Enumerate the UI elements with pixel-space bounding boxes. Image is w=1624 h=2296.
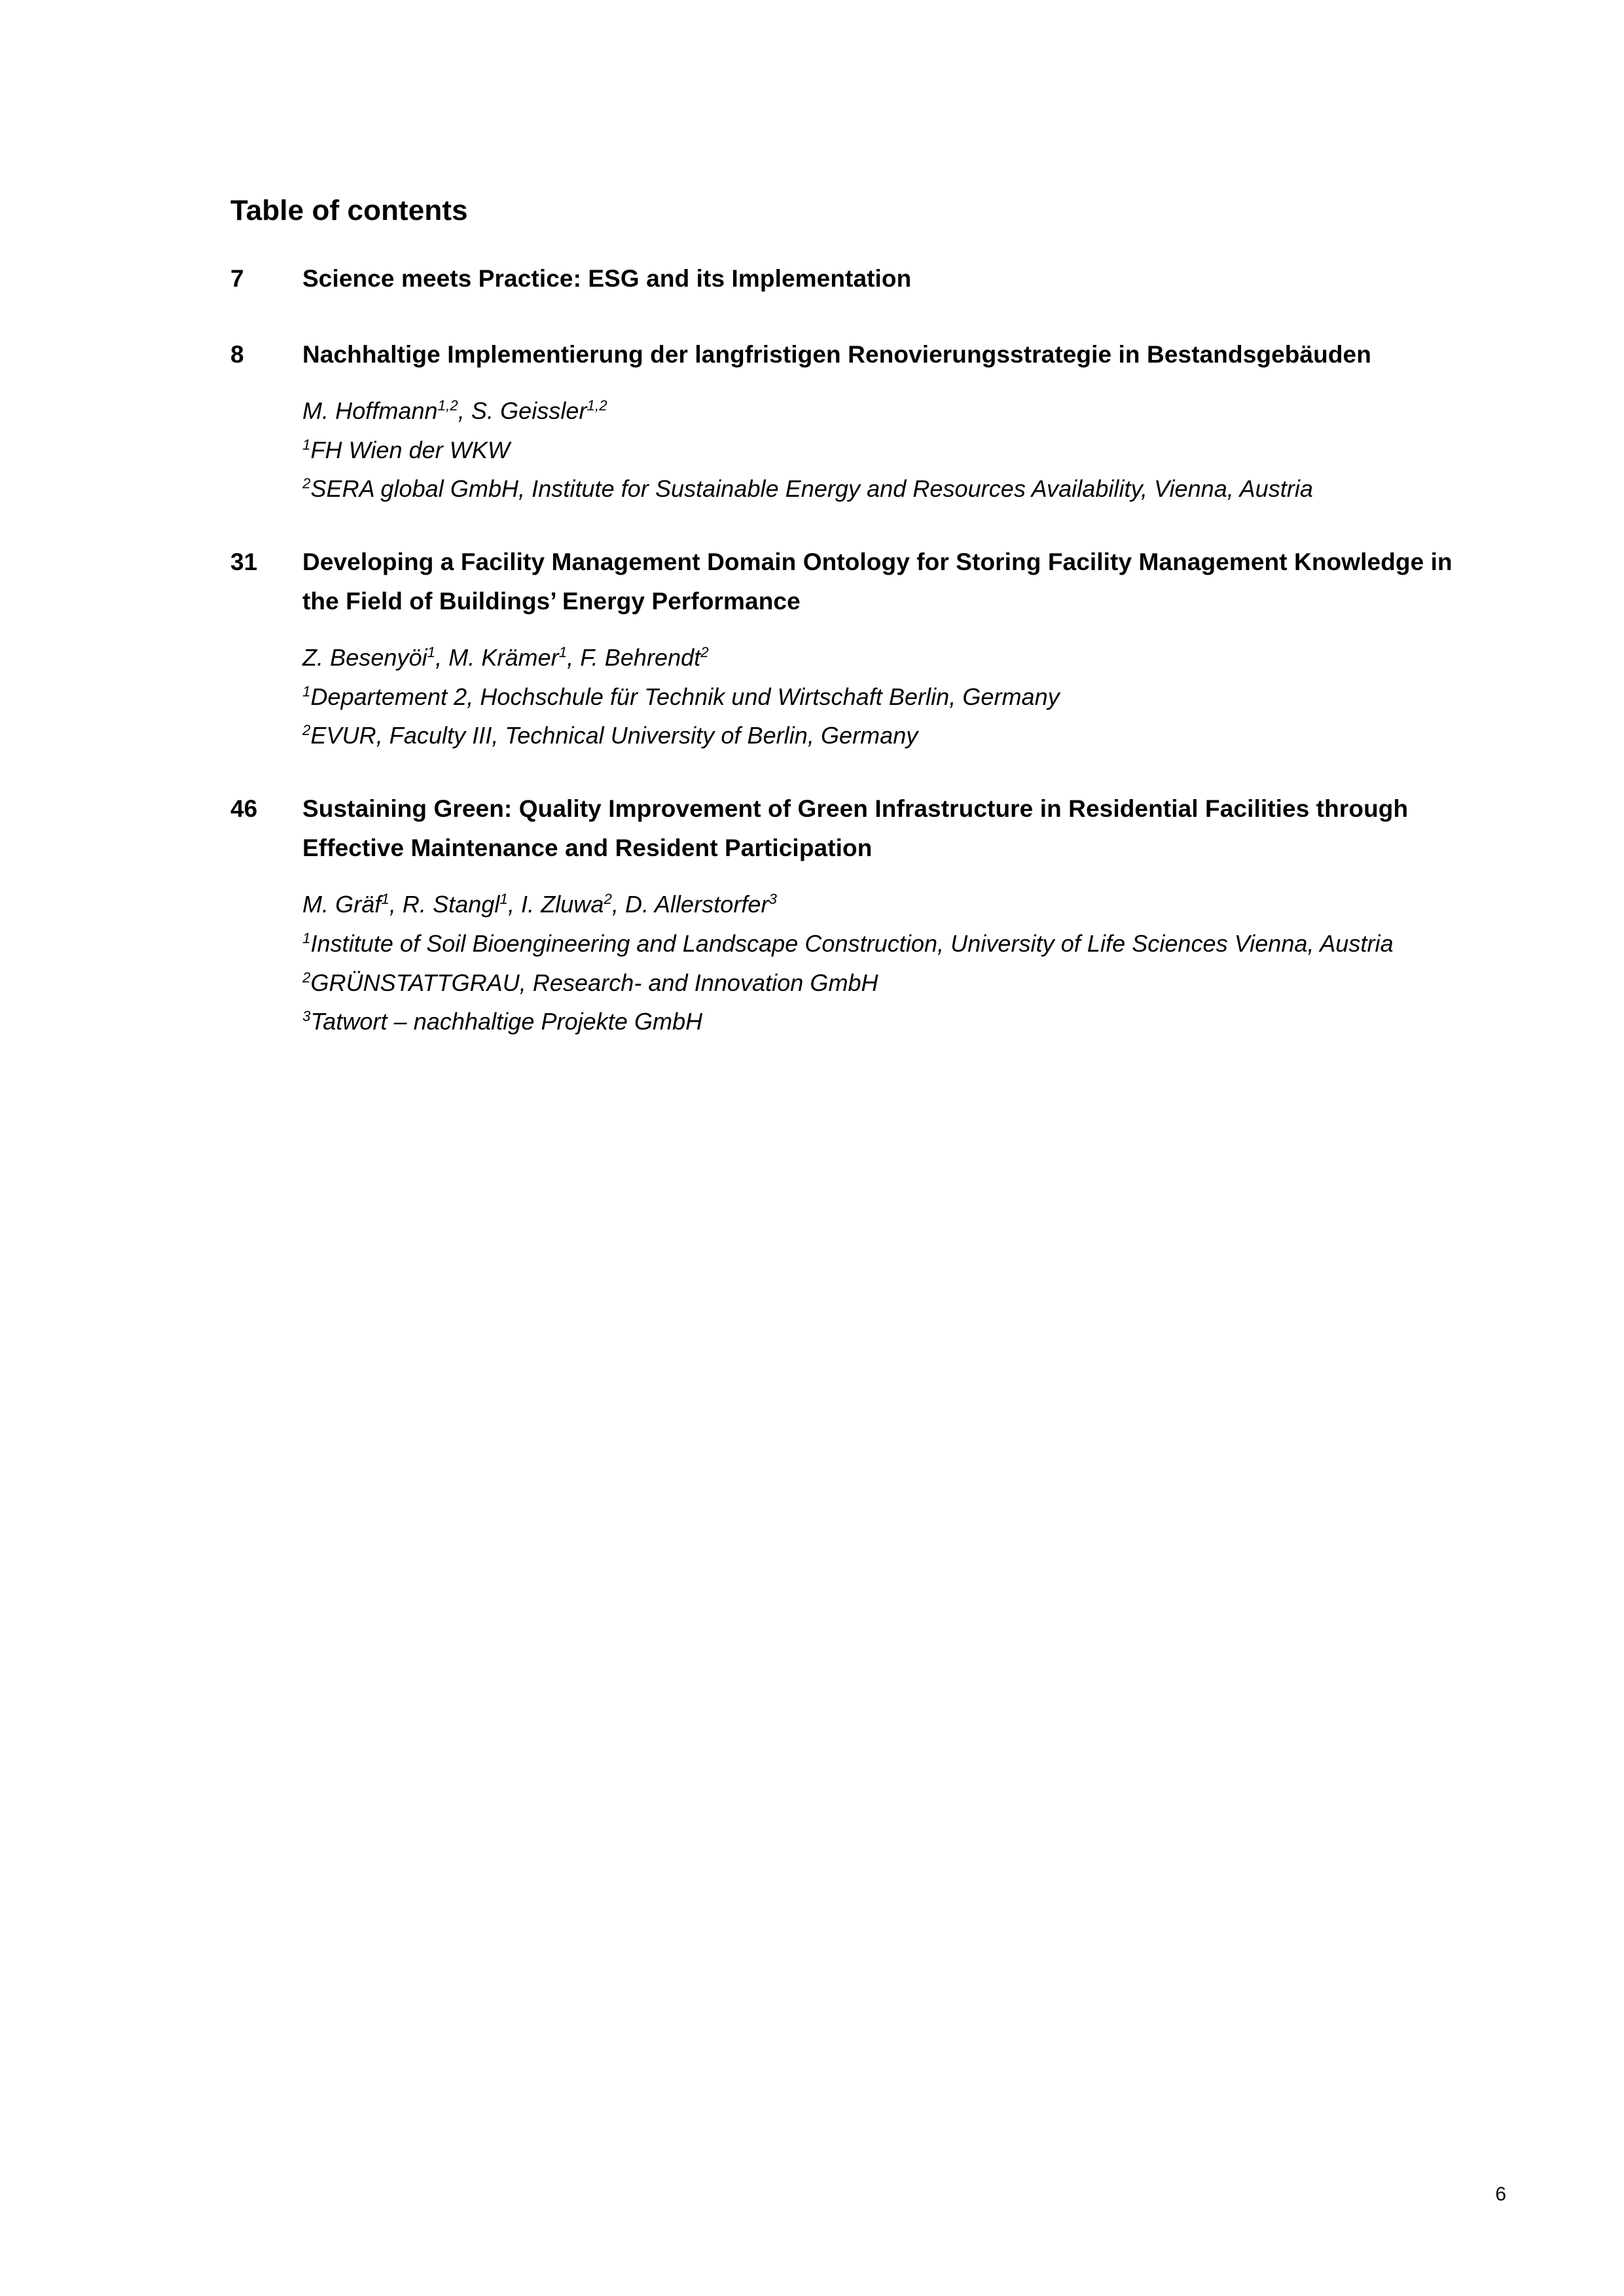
toc-entry-title-row bbox=[230, 335, 1454, 374]
toc-entry-title[interactable]: Developing a Facility Management Domain Ontology for Storing Facility Management Knowledge in the Field of Buildings’ Energy Performance bbox=[302, 548, 1453, 615]
toc-entry[interactable] bbox=[230, 259, 1454, 298]
toc-entry[interactable] bbox=[230, 543, 1454, 755]
toc-entry-meta bbox=[302, 638, 1454, 755]
toc-entry-authors: M. Hoffmann$^{1,2}$, S. Geissler$^{1,2}$ bbox=[302, 397, 607, 424]
toc-entry-page-number: 31 bbox=[230, 548, 258, 576]
toc-entry-affiliation: $^1$Departement 2, Hochschule für Technik und Wirtschaft Berlin, Germany bbox=[302, 683, 1060, 710]
toc-entry-authors: Z. Besenyöi$^1$, M. Krämer$^1$, F. Behrendt$^2$ bbox=[302, 643, 709, 671]
toc-entry-affiliation: $^1$FH Wien der WKW bbox=[302, 436, 510, 463]
toc-entry-meta bbox=[302, 885, 1454, 1041]
toc-entry-title[interactable]: Nachhaltige Implementierung der langfristigen Renovierungsstrategie in Bestandsgebäuden bbox=[302, 340, 1371, 368]
toc-entry[interactable] bbox=[230, 335, 1454, 509]
footer-page-number: 6 bbox=[1495, 2183, 1506, 2205]
toc-entry-title[interactable]: Sustaining Green: Quality Improvement of Green Infrastructure in Residential Facilities through Effective Maintenance and Resident Participation bbox=[302, 795, 1409, 862]
toc-entry-affiliation: $^2$GRÜNSTATTGRAU, Research- and Innovation GmbH bbox=[302, 969, 878, 996]
toc-entry-title[interactable]: Science meets Practice: ESG and its Implementation bbox=[302, 264, 912, 292]
toc-content bbox=[230, 194, 1454, 1041]
toc-entry-authors: M. Gräf$^1$, R. Stangl$^1$, I. Zluwa$^2$, D. Allerstorfer$^3$ bbox=[302, 891, 777, 918]
toc-entry-affiliation: $^2$SERA global GmbH, Institute for Sustainable Energy and Resources Availability, Vienna, Austria bbox=[302, 475, 1313, 503]
page-title: Table of contents bbox=[230, 194, 468, 226]
toc-entry[interactable] bbox=[230, 789, 1454, 1041]
toc-entry-title-row bbox=[230, 789, 1454, 868]
toc-entry-page-number: 8 bbox=[230, 340, 244, 368]
toc-entry-title-row bbox=[230, 259, 1454, 298]
toc-entry-title-row bbox=[230, 543, 1454, 621]
toc-entry-page-number: 7 bbox=[230, 264, 244, 292]
toc-entry-affiliation: $^3$Tatwort – nachhaltige Projekte GmbH bbox=[302, 1008, 703, 1035]
toc-entry-page-number: 46 bbox=[230, 795, 258, 823]
toc-entry-affiliation: $^2$EVUR, Faculty III, Technical University of Berlin, Germany bbox=[302, 722, 918, 749]
toc-entry-meta bbox=[302, 391, 1454, 509]
toc-entry-affiliation: $^1$Institute of Soil Bioengineering and Landscape Construction, University of Life Sciences Vienna, Austria bbox=[302, 929, 1394, 957]
